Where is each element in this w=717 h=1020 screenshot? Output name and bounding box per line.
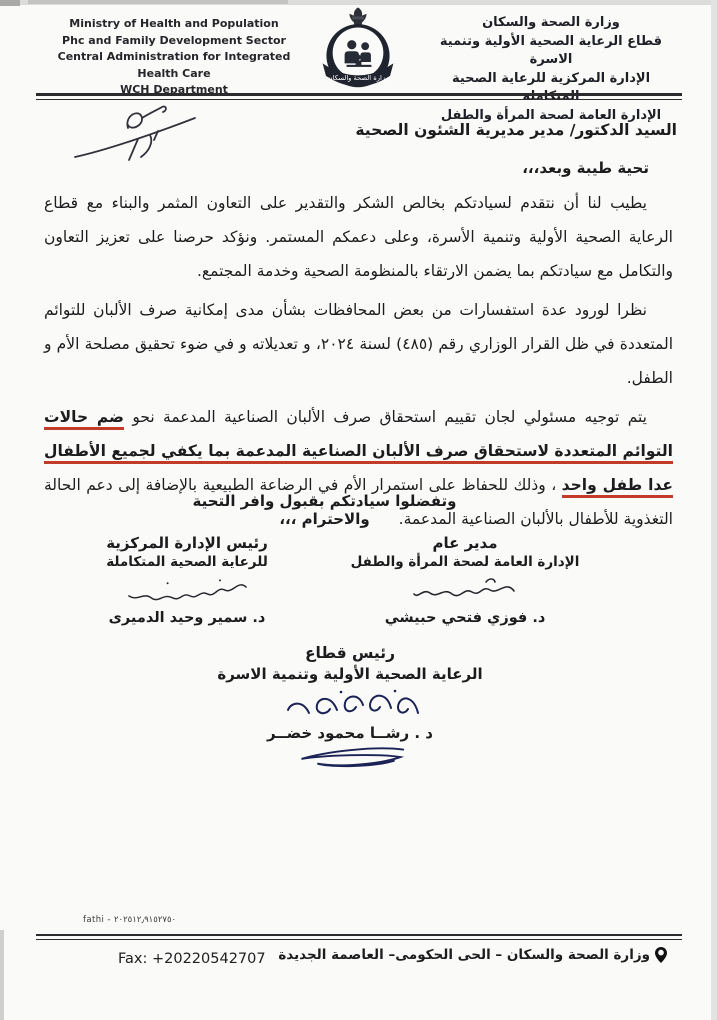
footer-address-text: وزارة الصحة والسكان – الحى الحكومى– العاصمة الجديدة bbox=[278, 947, 650, 963]
header-divider-line bbox=[36, 93, 682, 100]
header-english-line: Central Administration for Integrated Health Care bbox=[57, 50, 291, 80]
signature-block-director-general bbox=[350, 533, 580, 626]
signature-title: للرعاية الصحية المتكاملة bbox=[106, 554, 268, 570]
letter-body bbox=[44, 186, 673, 541]
ministry-logo bbox=[307, 6, 409, 94]
header-english-line: WCH Department bbox=[120, 83, 228, 96]
header-arabic-line: قطاع الرعاية الصحية الأولية وتنمية الاسرة bbox=[439, 33, 663, 67]
signature-scribble-rasha bbox=[275, 687, 425, 727]
header-english-line: Ministry of Health and Population bbox=[69, 17, 279, 30]
signature-title: مدير عام bbox=[432, 534, 498, 552]
footer-divider-line bbox=[36, 934, 682, 940]
paragraph-3-prefix: يتم توجيه مسئولي لجان تقييم استحقاق صرف الألبان الصناعية المدعمة نحو bbox=[124, 408, 648, 426]
logo-banner-text: وزارة الصحة والسكان bbox=[327, 74, 389, 83]
signature-title: رئيس قطاع bbox=[304, 644, 396, 662]
signature-block-central-admin-head bbox=[72, 533, 302, 626]
reference-note: fathi - ٢٠٢٥١٢٫٩١٥٢٧٥٠ bbox=[83, 915, 177, 925]
paragraph-2: نظرا لورود عدة استفسارات من بعض المحافظات بشأن مدى إمكانية صرف الألبان للتوائم المتعددة في ظل القرار الوزاري رقم (٤٨٥) لسنة ٢٠٢٤، و تعديلاته و في ضوء تحقيق مصلحة الأم و الطفل. bbox=[44, 301, 674, 387]
handwritten-mark-strokes bbox=[72, 104, 198, 168]
signature-flourish bbox=[288, 744, 412, 772]
signature-scribble-fawzy bbox=[410, 575, 520, 609]
scan-edge-right bbox=[711, 0, 717, 1020]
header-arabic-line: الإدارة المركزية للرعاية الصحية المتكاملة bbox=[451, 70, 651, 104]
signature-name: د. سمير وحيد الدميرى bbox=[108, 610, 266, 626]
header-english bbox=[38, 16, 310, 99]
footer-fax: Fax: +20220542707 bbox=[118, 951, 266, 967]
closing-line: وتفضلوا سيادتكم بقبول وافر التحية والاحترام ،،، bbox=[192, 492, 457, 528]
header-arabic-line: الإدارة العامة لصحة المرأة والطفل bbox=[440, 107, 662, 123]
signature-name: د . رشــا محمود خضــر bbox=[267, 724, 433, 742]
scan-edge-top-shadow bbox=[28, 0, 288, 4]
paragraph-3-highlighted-directive: ضم حالات التوائم المتعددة لاستحقاق صرف الألبان الصناعية المدعمة بما يكفي لجميع الأطفال عدا طفل واحد bbox=[44, 408, 673, 498]
signature-title: رئيس الإدارة المركزية bbox=[106, 534, 268, 552]
paragraph-3-suffix: ، وذلك للحفاظ على استمرار الأم في الرضاعة الطبيعية بالإضافة إلى دعم الحالة التغذوية للأطفال بالألبان الصناعية المدعمة. bbox=[44, 476, 673, 528]
footer-address bbox=[278, 947, 667, 963]
paragraph-1: يطيب لنا أن نتقدم لسيادتكم بخالص الشكر والتقدير على التعاون المثمر والبناء مع قطاع الرعاية الصحية الأولية وتنمية الأسرة، وعلى دعمكم المستمر. ونؤكد حرصنا على تعزيز التعاون والتكامل مع سيادتكم بما يضمن الارتقاء بالمنظومة الصحية وخدمة المجتمع. bbox=[44, 194, 673, 280]
salutation-line: تحية طيبة وبعد،،، bbox=[522, 159, 649, 177]
header-arabic-line: وزارة الصحة والسكان bbox=[482, 15, 620, 30]
handwritten-mark bbox=[72, 104, 198, 168]
signature-scribble-samir bbox=[124, 575, 250, 609]
signature-block-sector-head bbox=[182, 643, 518, 772]
header-english-line: Phc and Family Development Sector bbox=[62, 33, 286, 47]
location-pin-icon bbox=[655, 947, 667, 963]
recipient-line: السيد الدكتور/ مدير مديرية الشئون الصحية bbox=[355, 121, 677, 139]
ministry-logo-emblem bbox=[307, 6, 409, 94]
scan-edge-bottom-left bbox=[0, 930, 4, 1020]
signature-name: د. فوزي فتحي حبيشي bbox=[384, 610, 546, 626]
header-arabic bbox=[425, 14, 677, 125]
signature-title: الرعاية الصحية الأولية وتنمية الاسرة bbox=[217, 665, 483, 683]
signature-title: الإدارة العامة لصحة المرأة والطفل bbox=[350, 554, 580, 570]
scan-corner-mark bbox=[0, 0, 20, 6]
eagle-icon bbox=[349, 7, 367, 26]
